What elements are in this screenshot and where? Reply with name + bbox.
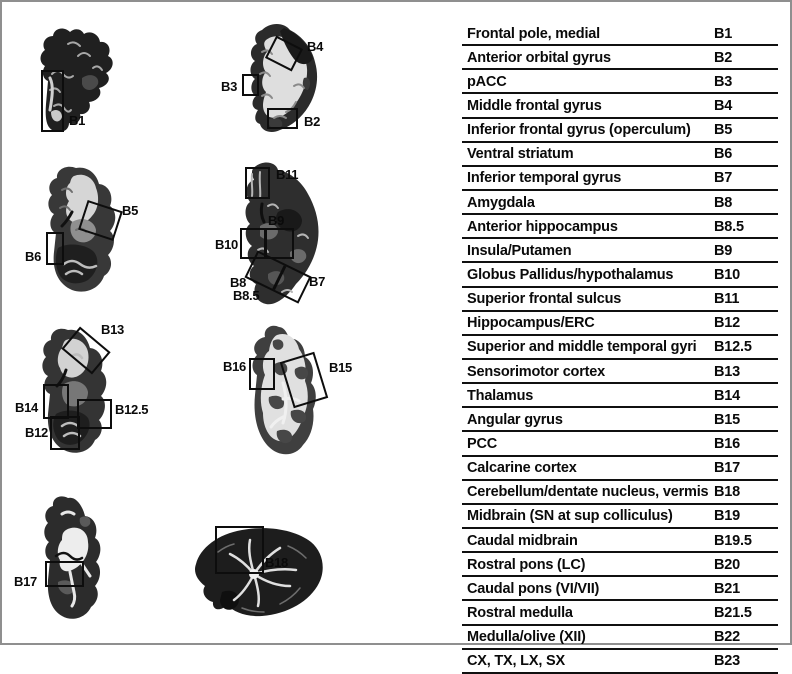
roi-label-b8: B8	[230, 275, 247, 290]
region-name: Caudal pons (VI/VII)	[467, 580, 600, 597]
region-code: B18	[714, 484, 740, 501]
roi-label-b17: B17	[14, 574, 37, 589]
region-name: Inferior temporal gyrus	[467, 170, 622, 187]
roi-label-b2: B2	[304, 114, 321, 129]
region-name: Middle frontal gyrus	[467, 98, 602, 115]
region-name: Anterior orbital gyrus	[467, 49, 611, 66]
roi-label-b6: B6	[25, 249, 42, 264]
region-code: B2	[714, 49, 733, 66]
region-code: B21	[714, 580, 740, 597]
table-row	[462, 191, 778, 215]
region-code: B17	[714, 460, 740, 477]
roi-label-b7: B7	[309, 274, 326, 289]
table-row	[462, 288, 778, 312]
region-code: B19	[714, 508, 740, 525]
table-row	[462, 577, 778, 601]
table-row	[462, 336, 778, 360]
region-name: Amygdala	[467, 194, 535, 211]
region-table	[462, 22, 778, 674]
region-name: Superior frontal sulcus	[467, 291, 622, 308]
table-row	[462, 360, 778, 384]
table-row	[462, 553, 778, 577]
roi-box-b17	[45, 561, 84, 587]
table-row	[462, 626, 778, 650]
region-name: Rostral medulla	[467, 605, 573, 622]
region-name: Angular gyrus	[467, 411, 563, 428]
region-name: CX, TX, LX, SX	[467, 653, 565, 670]
region-code: B15	[714, 411, 740, 428]
region-name: Sensorimotor cortex	[467, 363, 606, 380]
region-code: B3	[714, 73, 733, 90]
table-row	[462, 432, 778, 456]
region-name: Cerebellum/dentate nucleus, vermis	[467, 484, 709, 501]
table-row	[462, 94, 778, 118]
roi-box-b1	[41, 70, 64, 132]
region-name: Midbrain (SN at sup colliculus)	[467, 508, 673, 525]
brain-slice-occipital-coronal	[38, 494, 110, 626]
roi-divider	[272, 265, 286, 289]
region-code: B23	[714, 653, 740, 670]
table-row	[462, 601, 778, 625]
region-name: Ventral striatum	[467, 146, 574, 163]
roi-box-b18	[215, 526, 264, 574]
roi-label-b16: B16	[223, 359, 246, 374]
table-row	[462, 167, 778, 191]
region-code: B11	[714, 291, 740, 308]
table-row	[462, 263, 778, 287]
roi-label-b18: B18	[265, 555, 288, 570]
region-name: Inferior frontal gyrus (operculum)	[467, 122, 691, 139]
roi-label-b5: B5	[122, 203, 139, 218]
region-name: Globus Pallidus/hypothalamus	[467, 267, 674, 284]
region-name: Calcarine cortex	[467, 460, 577, 477]
region-code: B9	[714, 242, 733, 259]
table-row	[462, 312, 778, 336]
region-code: B16	[714, 436, 740, 453]
roi-box-b16	[249, 358, 275, 390]
region-code: B19.5	[714, 532, 752, 549]
region-name: Frontal pole, medial	[467, 25, 600, 42]
roi-label-b1: B1	[69, 113, 86, 128]
region-code: B6	[714, 146, 733, 163]
roi-label-b14: B14	[15, 400, 38, 415]
roi-label-b12_5: B12.5	[115, 402, 149, 417]
roi-label-b3: B3	[221, 79, 238, 94]
region-code: B7	[714, 170, 733, 187]
table-row	[462, 22, 778, 46]
roi-box-b12	[50, 416, 80, 450]
roi-label-b11: B11	[276, 167, 299, 182]
region-name: Anterior hippocampus	[467, 218, 618, 235]
roi-label-b15: B15	[329, 360, 352, 375]
region-name: PCC	[467, 436, 498, 453]
table-row	[462, 408, 778, 432]
region-name: Insula/Putamen	[467, 242, 572, 259]
region-code: B5	[714, 122, 733, 139]
roi-box-b3	[242, 74, 259, 96]
roi-label-b12: B12	[25, 425, 48, 440]
region-code: B21.5	[714, 605, 752, 622]
region-name: Thalamus	[467, 387, 534, 404]
table-row	[462, 143, 778, 167]
region-name: pACC	[467, 73, 507, 90]
table-row	[462, 384, 778, 408]
roi-box-b12_5	[77, 399, 112, 429]
roi-label-b8_5: B8.5	[233, 288, 260, 303]
region-name: Rostral pons (LC)	[467, 556, 586, 573]
roi-box-b11	[245, 167, 270, 199]
table-row	[462, 70, 778, 94]
table-row	[462, 505, 778, 529]
table-row	[462, 457, 778, 481]
region-code: B22	[714, 629, 740, 646]
roi-label-b9: B9	[268, 213, 285, 228]
table-row	[462, 481, 778, 505]
table-row	[462, 529, 778, 553]
region-name: Medulla/olive (XII)	[467, 629, 586, 646]
region-code: B14	[714, 387, 740, 404]
region-code: B10	[714, 267, 740, 284]
roi-label-b4: B4	[307, 39, 324, 54]
region-name: Superior and middle temporal gyri	[467, 339, 697, 356]
roi-label-b13: B13	[101, 322, 124, 337]
region-code: B12.5	[714, 339, 752, 356]
table-row	[462, 215, 778, 239]
roi-box-b2	[267, 108, 298, 129]
region-code: B1	[714, 25, 733, 42]
roi-box-b14	[43, 384, 69, 419]
region-code: B13	[714, 363, 740, 380]
roi-box-b6	[46, 232, 64, 265]
region-code: B20	[714, 556, 740, 573]
region-code: B8.5	[714, 218, 744, 235]
table-row	[462, 119, 778, 143]
region-code: B12	[714, 315, 740, 332]
region-name: Hippocampus/ERC	[467, 315, 595, 332]
region-name: Caudal midbrain	[467, 532, 578, 549]
table-row	[462, 239, 778, 263]
region-code: B8	[714, 194, 733, 211]
table-row	[462, 46, 778, 70]
table-row	[462, 650, 778, 674]
roi-label-b10: B10	[215, 237, 238, 252]
region-code: B4	[714, 98, 733, 115]
